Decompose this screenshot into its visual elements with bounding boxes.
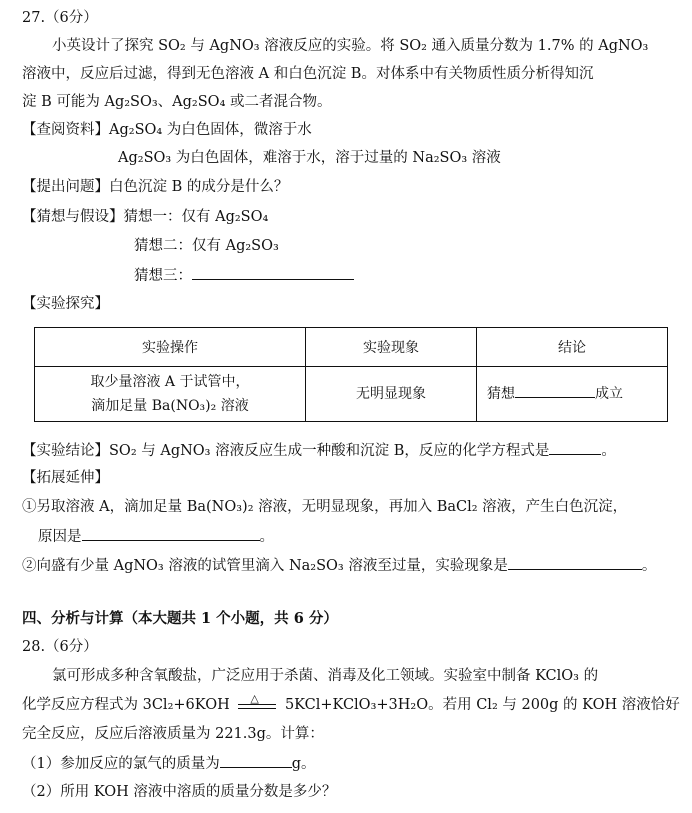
header-conclusion: 结论 — [477, 328, 668, 367]
period: 。 — [601, 443, 616, 459]
q27-experiment-conclusion — [22, 440, 616, 461]
cell-operation — [35, 367, 306, 422]
equals-line-top — [238, 704, 276, 705]
q27-explore-heading: 【实验探究】 — [22, 296, 109, 312]
experiment-table — [34, 327, 668, 422]
hypothesis-3-blank[interactable] — [192, 265, 354, 280]
equals-line-bottom — [238, 708, 276, 709]
q27-hypothesis-3 — [134, 265, 354, 286]
header-operation: 实验操作 — [35, 328, 306, 367]
table-row — [35, 367, 668, 422]
unit: g。 — [291, 756, 316, 772]
table-header-row — [35, 328, 668, 367]
cell-phenomenon: 无明显现象 — [306, 367, 477, 422]
cell-conclusion — [477, 367, 668, 422]
q27-intro-line3: 淀 B 可能为 Ag₂SO₃、Ag₂SO₄ 或二者混合物。 — [22, 94, 332, 110]
q27-extension-2 — [22, 555, 656, 576]
q27-extension-1: ①另取溶液 A，滴加足量 Ba(NO₃)₂ 溶液，无明显现象，再加入 BaCl₂ 溶液，产生白色沉淀， — [22, 499, 628, 515]
sub-question-1-text: （1）参加反应的氯气的质量为 — [22, 756, 220, 772]
equation-products: 5KCl+KClO₃+3H₂O。若用 Cl₂ 与 200g 的 KOH 溶液恰好 — [284, 697, 680, 713]
q27-hypothesis-1: 【猜想与假设】猜想一：仅有 Ag₂SO₄ — [22, 209, 269, 225]
conclusion-suffix: 成立 — [595, 386, 623, 402]
period: 。 — [259, 529, 274, 545]
q27-question: 【提出问题】白色沉淀 B 的成分是什么？ — [22, 179, 289, 195]
chlorine-mass-blank[interactable] — [220, 753, 292, 768]
conclusion-prefix: 猜想 — [487, 386, 515, 402]
q27-reference-2: Ag₂SO₃ 为白色固体，难溶于水，溶于过量的 Na₂SO₃ 溶液 — [118, 150, 501, 166]
phenomenon-blank[interactable] — [508, 555, 642, 570]
q27-hypothesis-2: 猜想二：仅有 Ag₂SO₃ — [134, 238, 279, 254]
q28-number: 28.（6分） — [22, 639, 98, 655]
conclusion-blank[interactable] — [515, 383, 595, 398]
experiment-conclusion-text: 【实验结论】SO₂ 与 AgNO₃ 溶液反应生成一种酸和沉淀 B，反应的化学方程式是 — [22, 443, 550, 459]
heat-triangle-icon: △ — [250, 692, 259, 705]
q28-sub-question-1 — [22, 753, 316, 774]
operation-line2: 滴加足量 Ba(NO₃)₂ 溶液 — [91, 398, 249, 414]
header-phenomenon: 实验现象 — [306, 328, 477, 367]
q27-extend-heading: 【拓展延伸】 — [22, 470, 109, 486]
heating-arrow — [238, 692, 276, 715]
q27-reference-1: 【查阅资料】Ag₂SO₄ 为白色固体，微溶于水 — [22, 122, 312, 138]
period: 。 — [641, 558, 657, 574]
reason-label: 原因是 — [38, 529, 82, 545]
equation-blank[interactable] — [549, 440, 601, 455]
q27-extension-1-reason — [38, 526, 274, 547]
extension-2-text: ②向盛有少量 AgNO₃ 溶液的试管里滴入 Na₂SO₃ 溶液至过量，实验现象是 — [22, 558, 508, 574]
q28-sub-question-2: （2）所用 KOH 溶液中溶质的质量分数是多少？ — [22, 784, 337, 800]
q28-intro-line1: 氯可形成多种含氧酸盐，广泛应用于杀菌、消毒及化工领域。实验室中制备 KClO₃ 的 — [52, 668, 599, 684]
q27-number: 27.（6分） — [22, 10, 98, 26]
q28-equation-line — [22, 692, 680, 715]
q28-intro-line3: 完全反应，反应后溶液质量为 221.3g。计算： — [22, 726, 324, 742]
q27-intro-line2: 溶液中，反应后过滤，得到无色溶液 A 和白色沉淀 B。对体系中有关物质性质分析得知沉 — [22, 66, 594, 82]
reason-blank[interactable] — [82, 526, 260, 541]
section-4-heading: 四、分析与计算（本大题共 1 个小题，共 6 分） — [22, 610, 338, 627]
equation-reactants: 化学反应方程式为 3Cl₂+6KOH — [22, 697, 230, 713]
hypothesis-3-label: 猜想三： — [134, 268, 192, 284]
operation-line1: 取少量溶液 A 于试管中， — [90, 374, 250, 390]
q27-intro-line1: 小英设计了探究 SO₂ 与 AgNO₃ 溶液反应的实验。将 SO₂ 通入质量分数为 1.7% 的 AgNO₃ — [52, 38, 649, 54]
